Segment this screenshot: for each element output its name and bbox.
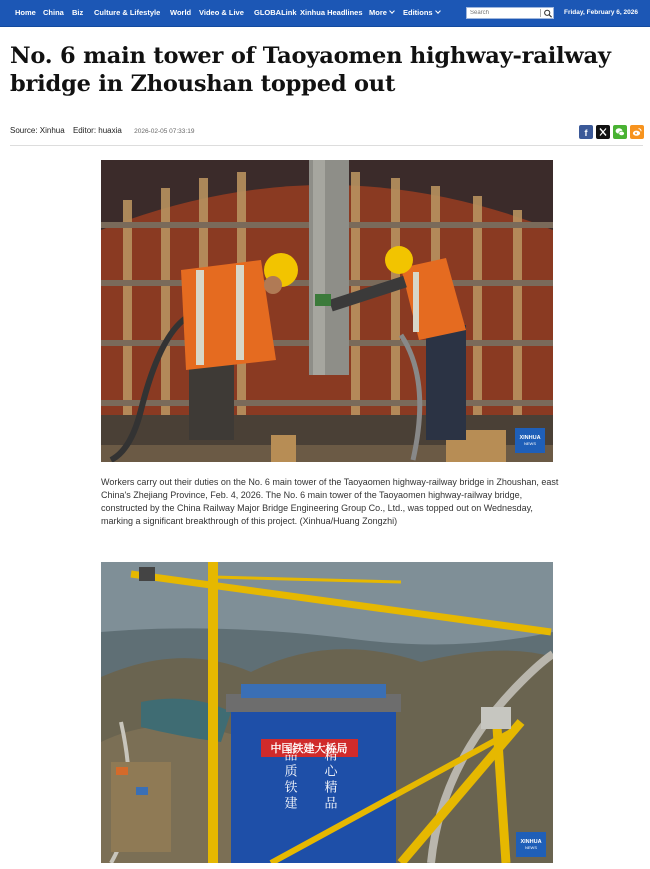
article-headline: No. 6 main tower of Taoyaomen highway-railway bridge in Zhoushan topped out	[10, 43, 611, 97]
chevron-down-icon	[389, 8, 395, 14]
nav-item-video-live[interactable]: Video & Live	[199, 8, 244, 17]
nav-item-china[interactable]: China	[43, 8, 64, 17]
search-icon[interactable]	[543, 9, 553, 18]
article-editor: Editor: huaxia	[72, 126, 122, 135]
xinhua-watermark	[515, 428, 545, 453]
header-divider	[10, 145, 643, 146]
share-wechat-button[interactable]	[613, 125, 627, 139]
weibo-icon	[630, 125, 644, 139]
nav-item-home[interactable]: Home	[15, 8, 36, 17]
article-timestamp: 2026-02-05 07:33:19	[134, 128, 195, 135]
wechat-icon	[613, 125, 627, 139]
share-x-button[interactable]	[596, 125, 610, 139]
nav-item-xinhua-headlines[interactable]: Xinhua Headlines	[300, 8, 363, 17]
watermark-sub: NEWS	[525, 845, 537, 850]
search-box	[466, 7, 554, 19]
nav-item-more[interactable]	[369, 0, 394, 26]
x-icon	[596, 125, 610, 139]
xinhua-watermark	[516, 832, 546, 857]
nav-item-world[interactable]: World	[170, 8, 192, 17]
nav-item-editions-label: Editions	[403, 8, 433, 17]
nav-item-biz[interactable]: Biz	[72, 8, 84, 17]
search-input[interactable]	[467, 8, 540, 18]
watermark-name: XINHUA	[519, 435, 541, 441]
current-date: Friday, February 6, 2026	[564, 9, 638, 16]
nav-item-culture-lifestyle[interactable]: Culture & Lifestyle	[94, 8, 161, 17]
top-navigation-bar	[0, 0, 650, 27]
watermark-name: XINHUA	[520, 839, 542, 845]
article-photo-workers	[101, 160, 553, 462]
share-facebook-button[interactable]	[579, 125, 593, 139]
tower-slogan-right: 精心精品	[321, 748, 337, 812]
tower-slogan-left: 品质铁建	[281, 748, 297, 812]
facebook-icon	[579, 125, 593, 139]
watermark-sub: NEWS	[524, 441, 536, 446]
share-weibo-button[interactable]	[630, 125, 644, 139]
article-meta	[10, 125, 200, 137]
nav-item-editions[interactable]	[403, 0, 440, 26]
photo-caption: Workers carry out their duties on the No. 6 main tower of the Taoyaomen highway-railway bridge in Zhoushan, east China's Zhejiang Province, Feb. 4, 2026. The No. 6 main tower of the Taoyaomen highway-railway bridge, constructed by the China Railway Major Bridge Engineering Group Co., Ltd., was topped out on Wednesday, marking a significant breakthrough of this project. (Xinhua/Huang Zongzhi)	[101, 477, 559, 526]
tower-banner-text: 中国铁建大桥局	[270, 742, 348, 755]
chevron-down-icon	[435, 8, 441, 14]
search-divider	[540, 9, 541, 17]
nav-item-globalink[interactable]: GLOBALink	[254, 8, 297, 17]
nav-item-more-label: More	[369, 8, 387, 17]
article-photo-aerial-tower	[101, 562, 553, 863]
svg-text:f: f	[584, 128, 588, 138]
article-source: Source: Xinhua	[10, 126, 65, 135]
